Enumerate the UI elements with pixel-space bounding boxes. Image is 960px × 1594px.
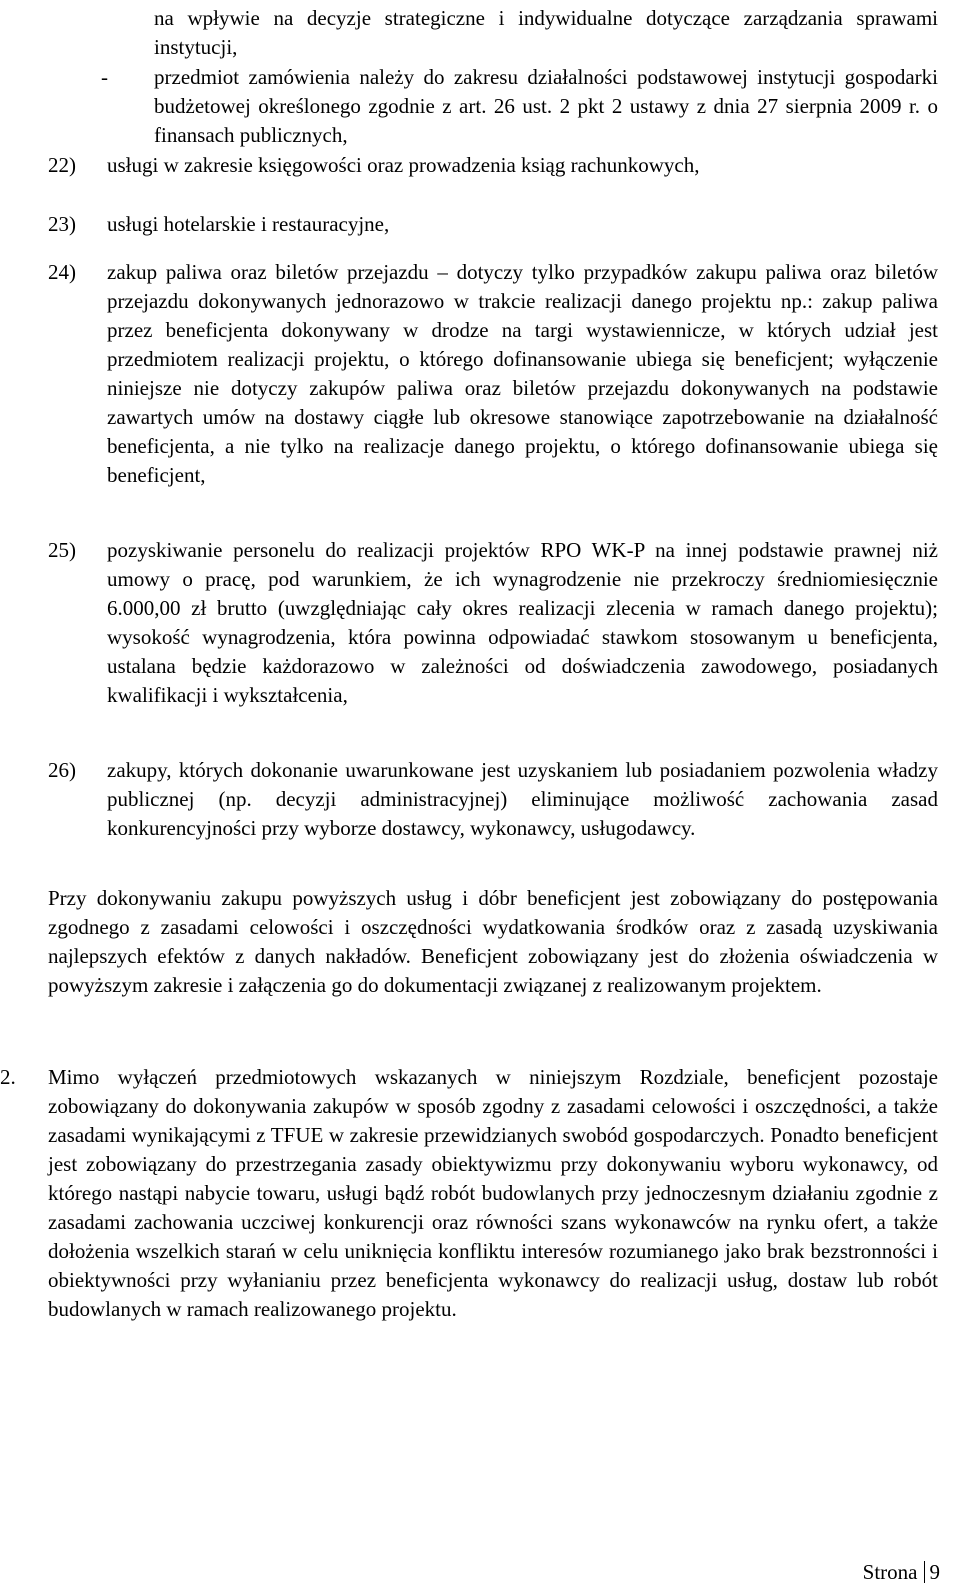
- footer-separator: [924, 1561, 925, 1583]
- list-item-number: 22): [48, 153, 76, 177]
- closing-paragraph: Przy dokonywaniu zakupu powyższych usług i dóbr beneficjent jest zobowiązany do postępowania zgodnego z zasadami celowości i oszczędności wydatkowania środków oraz z zasadą uzyskiwania najlepszych efektów z danych nakładów. Beneficjent zobowiązany jest do złożenia oświadczenia w powyższym zakresie i załączenia go do dokumentacji związanej z realizowanym projektem.: [48, 886, 938, 997]
- intro-continuation: na wpływie na decyzje strategiczne i indywidualne dotyczące zarządzania sprawami instytucji,: [154, 6, 938, 59]
- list-item-text: usługi hotelarskie i restauracyjne,: [107, 212, 390, 236]
- list-item-text: usługi w zakresie księgowości oraz prowadzenia ksiąg rachunkowych,: [107, 153, 700, 177]
- page-number: 9: [929, 1560, 940, 1584]
- dash-marker: -: [101, 65, 108, 89]
- list-item-number: 23): [48, 212, 76, 236]
- dash-item-text: przedmiot zamówienia należy do zakresu działalności podstawowej instytucji gospodarki budżetowej określonego zgodnie z art. 26 ust. 2 pkt 2 ustawy z dnia 27 sierpnia 2009 r. o finansach publicznych,: [154, 65, 938, 147]
- point-number: 2.: [0, 1065, 16, 1089]
- list-item-text: pozyskiwanie personelu do realizacji projektów RPO WK-P na innej podstawie prawnej niż umowy o pracę, pod warunkiem, że ich wynagrodzenie nie przekroczy średniomiesięcznie 6.000,00 zł brutto (uwzględniając cały okres realizacji zlecenia w ramach danego projektu); wysokość wynagrodzenia, która powinna odpowiadać stawkom stosowanym u beneficjenta, ustalana będzie każdorazowo w zależności od doświadczenia zawodowego, posiadanych kwalifikacji i wykształcenia,: [107, 538, 938, 707]
- list-item-number: 25): [48, 538, 76, 562]
- list-item-number: 26): [48, 758, 76, 782]
- point-text: Mimo wyłączeń przedmiotowych wskazanych w niniejszym Rozdziale, beneficjent pozostaje zobowiązany do dokonywania zakupów w sposób zgodny z zasadami celowości i oszczędności, a także zasadami wynikającymi z TFUE w zakresie przewidzianych swobód gospodarczych. Ponadto beneficjent jest zobowiązany do przestrzegania zasady obiektywizmu przy dokonywaniu wyboru wykonawcy, od którego nastąpi nabycie towaru, usługi bądź robót budowlanych przy jednoczesnym działaniu zgodnie z zasadami zachowania uczciwej konkurencji oraz równości szans wykonawców na rynku ofert, a także dołożenia wszelkich starań w celu uniknięcia konfliktu interesów rozumianego jako brak bezstronności i obiektywności przy wyłanianiu przez beneficjenta wykonawcy do realizacji usług, dostaw lub robót budowlanych w ramach realizowanego projektu.: [48, 1065, 938, 1321]
- list-item-text: zakup paliwa oraz biletów przejazdu – dotyczy tylko przypadków zakupu paliwa oraz biletów przejazdu dokonywanych jednorazowo w trakcie realizacji danego projektu np.: zakup paliwa przez beneficjenta dokonywany w drodze na targi wystawiennicze, w których udział jest przedmiotem realizacji projektu, o którego dofinansowanie ubiega się beneficjent; wyłączenie niniejsze nie dotyczy zakupów paliwa oraz biletów przejazdu dokonywanych na podstawie zawartych umów na dostawy ciągłe lub okresowe stanowiące zapotrzebowanie na działalność beneficjenta, a nie tylko na realizacje danego projektu, o którego dofinansowanie ubiega się beneficjent,: [107, 260, 938, 487]
- page-label: Strona: [862, 1560, 918, 1584]
- page-footer: [863, 1558, 940, 1587]
- list-item-number: 24): [48, 260, 76, 284]
- list-item-text: zakupy, których dokonanie uwarunkowane jest uzyskaniem lub posiadaniem pozwolenia władzy publicznej (np. decyzji administracyjnej) eliminujące możliwość zachowania zasad konkurencyjności przy wyborze dostawcy, wykonawcy, usługodawcy.: [107, 758, 938, 840]
